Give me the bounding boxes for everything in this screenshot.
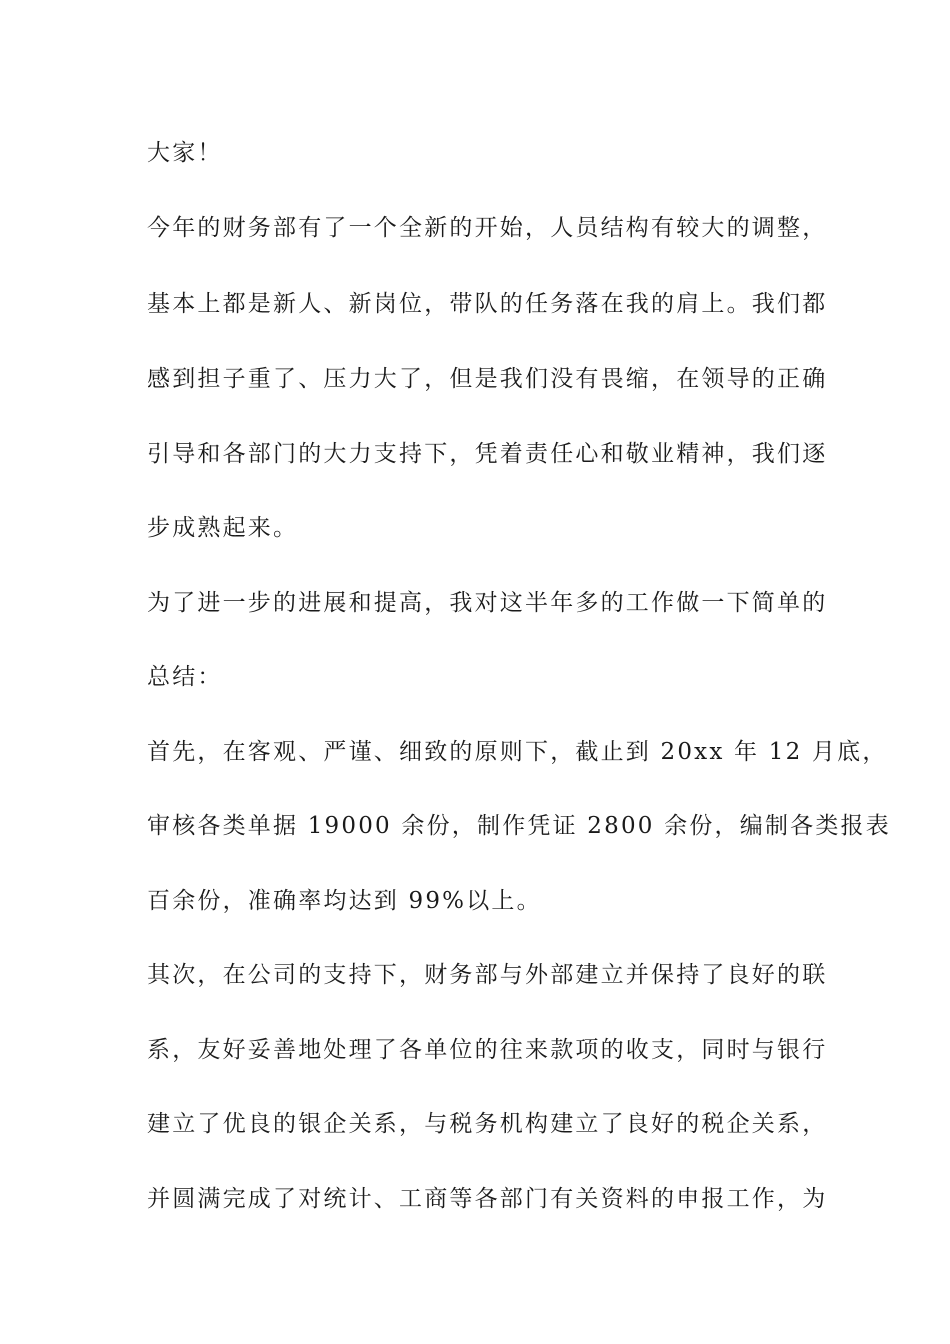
text-line: 审核各类单据 19000 余份，制作凭证 2800 余份，编制各类报表 xyxy=(147,813,891,839)
text-line: 引导和各部门的大力支持下，凭着责任心和敬业精神，我们逐 xyxy=(147,441,828,467)
text-line: 步成熟起来。 xyxy=(147,515,299,541)
text-line: 感到担子重了、压力大了，但是我们没有畏缩，在领导的正确 xyxy=(147,366,828,392)
text-line: 大家！ xyxy=(147,140,223,166)
text-line: 今年的财务部有了一个全新的开始，人员结构有较大的调整， xyxy=(147,215,828,241)
text-line: 并圆满完成了对统计、工商等各部门有关资料的申报工作，为 xyxy=(147,1186,828,1212)
text-line: 百余份，准确率均达到 99%以上。 xyxy=(147,888,542,914)
text-line: 其次，在公司的支持下，财务部与外部建立并保持了良好的联 xyxy=(147,962,828,988)
text-line: 首先，在客观、严谨、细致的原则下，截止到 20xx 年 12 月底， xyxy=(147,739,888,765)
text-line: 建立了优良的银企关系，与税务机构建立了良好的税企关系， xyxy=(147,1111,828,1137)
text-line: 系，友好妥善地处理了各单位的往来款项的收支，同时与银行 xyxy=(147,1037,828,1063)
text-line: 总结： xyxy=(147,664,223,690)
text-line: 为了进一步的进展和提高，我对这半年多的工作做一下简单的 xyxy=(147,590,828,616)
text-line: 基本上都是新人、新岗位，带队的任务落在我的肩上。我们都 xyxy=(147,291,828,317)
